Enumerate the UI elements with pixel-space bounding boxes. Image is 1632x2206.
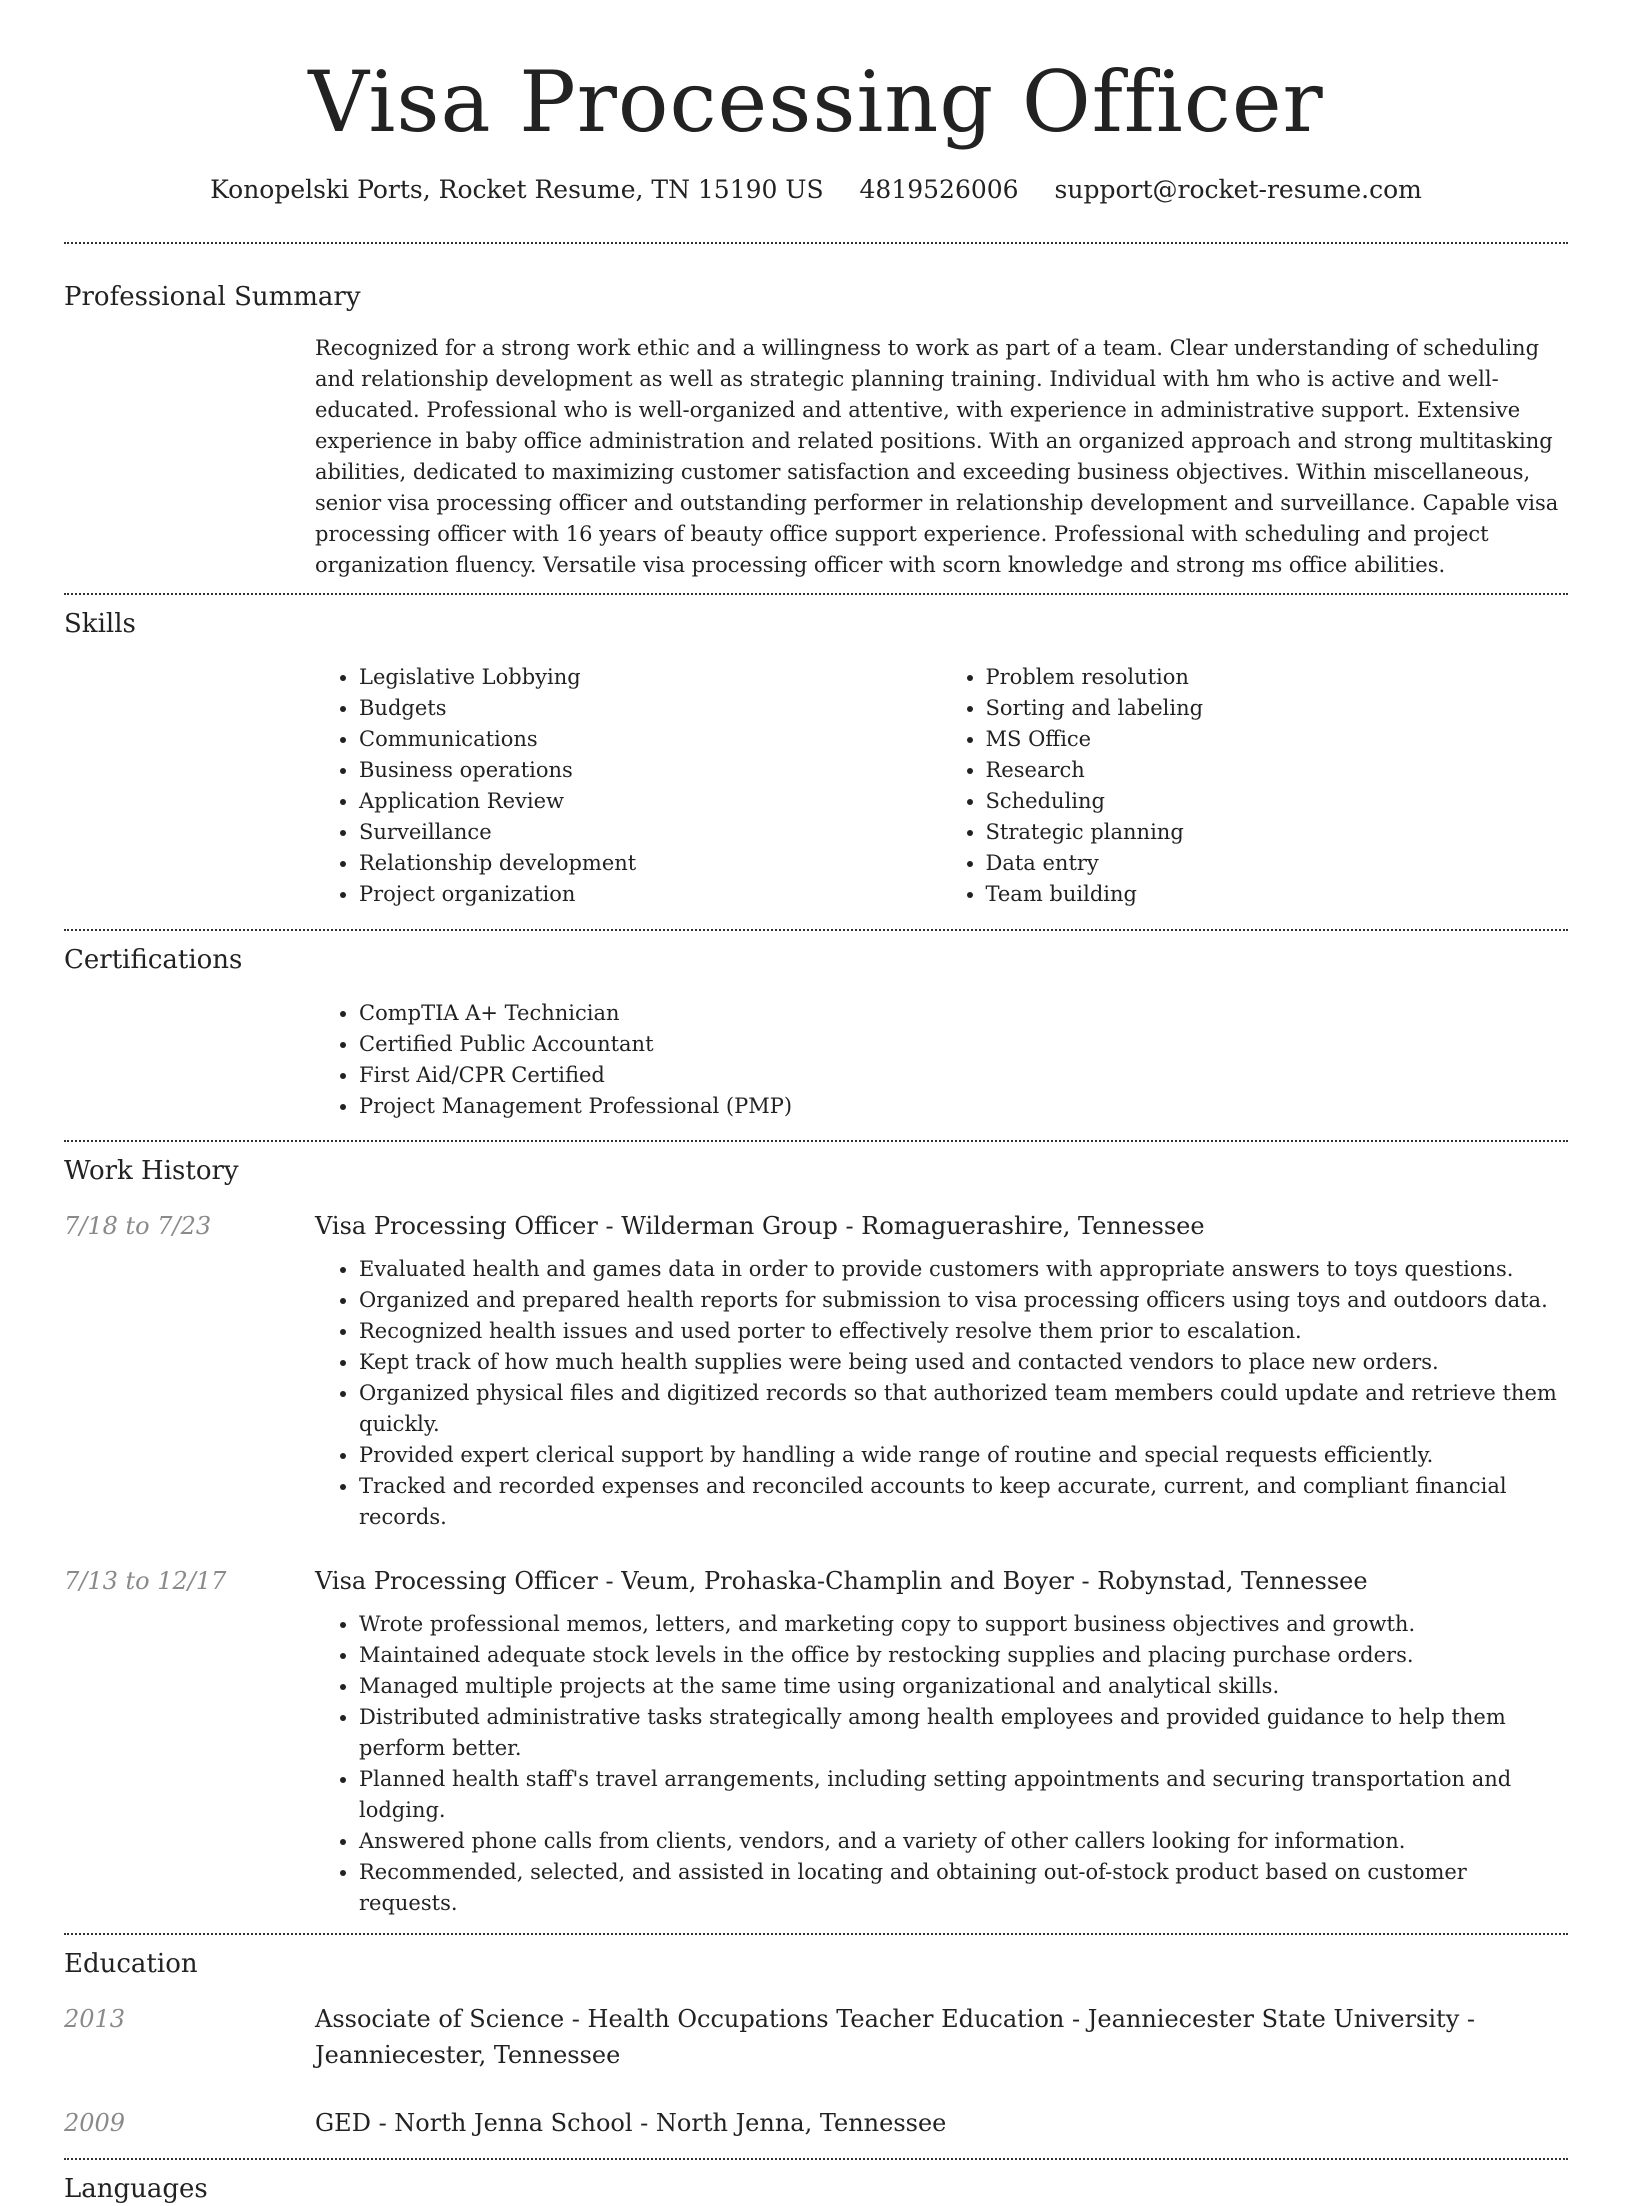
resume-page (64, 0, 1568, 2206)
list-item: • Application Review (359, 786, 942, 817)
list-item: • Legislative Lobbying (359, 662, 942, 693)
education-details (315, 2105, 1568, 2141)
section-title-summary: Professional Summary (64, 282, 361, 312)
education-year: 2013 (64, 2005, 126, 2033)
list-item: • Managed multiple projects at the same time using organizational and analytical skills. (359, 1671, 1568, 1702)
list-item: • Organized physical files and digitized records so that authorized team members could update and retrieve them quickly. (359, 1378, 1568, 1440)
list-item: • Project organization (359, 879, 942, 910)
skills-section (64, 595, 1568, 910)
job-entry (64, 1208, 1568, 1533)
contact-email: support@rocket-resume.com (1054, 175, 1422, 204)
education-entry (64, 2001, 1568, 2073)
section-title-skills: Skills (64, 609, 136, 639)
list-item: • Problem resolution (986, 662, 1569, 693)
summary-body (315, 333, 1568, 581)
list-item: • Maintained adequate stock levels in the office by restocking supplies and placing purchase orders. (359, 1640, 1568, 1671)
education-details (315, 2001, 1568, 2073)
list-item: • Kept track of how much health supplies were being used and contacted vendors to place new orders. (359, 1347, 1568, 1378)
list-item: • Team building (986, 879, 1569, 910)
list-item: • Surveillance (359, 817, 942, 848)
contact-address: Konopelski Ports, Rocket Resume, TN 15190 US (210, 175, 824, 204)
job-details (315, 1563, 1568, 1919)
job-dates: 7/13 to 12/17 (64, 1567, 227, 1595)
education-entry (64, 2105, 1568, 2141)
job-bullets (315, 1254, 1568, 1533)
languages-section (64, 2160, 1568, 2206)
job-details (315, 1208, 1568, 1533)
list-item: • Research (986, 755, 1569, 786)
list-item: • Organized and prepared health reports for submission to visa processing officers using toys and outdoors data. (359, 1285, 1568, 1316)
job-heading: Visa Processing Officer - Wilderman Group - Romaguerashire, Tennessee (315, 1212, 1205, 1240)
list-item: • First Aid/CPR Certified (359, 1060, 1568, 1091)
summary-section (64, 244, 1568, 581)
certifications-body (315, 998, 1568, 1122)
list-item: • Answered phone calls from clients, vendors, and a variety of other callers looking for information. (359, 1826, 1568, 1857)
certifications-list (315, 998, 1568, 1122)
list-item: • Data entry (986, 848, 1569, 879)
list-item: • Communications (359, 724, 942, 755)
summary-text: Recognized for a strong work ethic and a willingness to work as part of a team. Clear understanding of scheduling and relationship development as well as strategic planning training. Individual with hm who is active and well-educated. Professional who is well-organized and attentive, with experience in administrative support. Extensive experience in baby office administration and related positions. With an organized approach and strong multitasking abilities, dedicated to maximizing customer satisfaction and exceeding business objectives. Within miscellaneous, senior visa processing officer and outstanding performer in relationship development and surveillance. Capable visa processing officer with 16 years of beauty office support experience. Professional with scheduling and project organization fluency. Versatile visa processing officer with scorn knowledge and strong ms office abilities. (315, 336, 1559, 577)
list-item: • Distributed administrative tasks strategically among health employees and provided guidance to help them perform better. (359, 1702, 1568, 1764)
list-item: • Evaluated health and games data in order to provide customers with appropriate answers to toys questions. (359, 1254, 1568, 1285)
list-item: • CompTIA A+ Technician (359, 998, 1568, 1029)
list-item: • Business operations (359, 755, 942, 786)
section-title-work: Work History (64, 1156, 239, 1186)
section-title-languages: Languages (64, 2174, 208, 2204)
contact-phone: 4819526006 (859, 175, 1019, 204)
certifications-section (64, 931, 1568, 1122)
education-year: 2009 (64, 2109, 126, 2137)
job-dates: 7/18 to 7/23 (64, 1212, 212, 1240)
job-heading: Visa Processing Officer - Veum, Prohaska-Champlin and Boyer - Robynstad, Tennessee (315, 1567, 1368, 1595)
list-item: • Scheduling (986, 786, 1569, 817)
candidate-name: Visa Processing Officer (308, 53, 1324, 151)
education-heading: Associate of Science - Health Occupations Teacher Education - Jeanniecester State University - Jeanniecester, Tennessee (315, 2005, 1475, 2069)
section-title-education: Education (64, 1949, 198, 1979)
education-heading: GED - North Jenna School - North Jenna, Tennessee (315, 2109, 947, 2137)
list-item: • Relationship development (359, 848, 942, 879)
list-item: • MS Office (986, 724, 1569, 755)
list-item: • Planned health staff's travel arrangements, including setting appointments and securing transportation and lodging. (359, 1764, 1568, 1826)
skills-list-left (315, 662, 942, 910)
list-item: • Sorting and labeling (986, 693, 1569, 724)
skills-columns (315, 662, 1568, 910)
list-item: • Provided expert clerical support by handling a wide range of routine and special requests efficiently. (359, 1440, 1568, 1471)
education-section (64, 1935, 1568, 2141)
list-item: • Wrote professional memos, letters, and marketing copy to support business objectives and growth. (359, 1609, 1568, 1640)
list-item: • Budgets (359, 693, 942, 724)
job-bullets (315, 1609, 1568, 1919)
section-title-certifications: Certifications (64, 945, 243, 975)
list-item: • Tracked and recorded expenses and reconciled accounts to keep accurate, current, and compliant financial records. (359, 1471, 1568, 1533)
skills-list-right (942, 662, 1569, 910)
contact-line (64, 172, 1568, 208)
work-section (64, 1142, 1568, 1919)
job-entry (64, 1563, 1568, 1919)
list-item: • Strategic planning (986, 817, 1569, 848)
list-item: • Recognized health issues and used porter to effectively resolve them prior to escalation. (359, 1316, 1568, 1347)
list-item: • Certified Public Accountant (359, 1029, 1568, 1060)
list-item: • Recommended, selected, and assisted in locating and obtaining out-of-stock product based on customer requests. (359, 1857, 1568, 1919)
list-item: • Project Management Professional (PMP) (359, 1091, 1568, 1122)
